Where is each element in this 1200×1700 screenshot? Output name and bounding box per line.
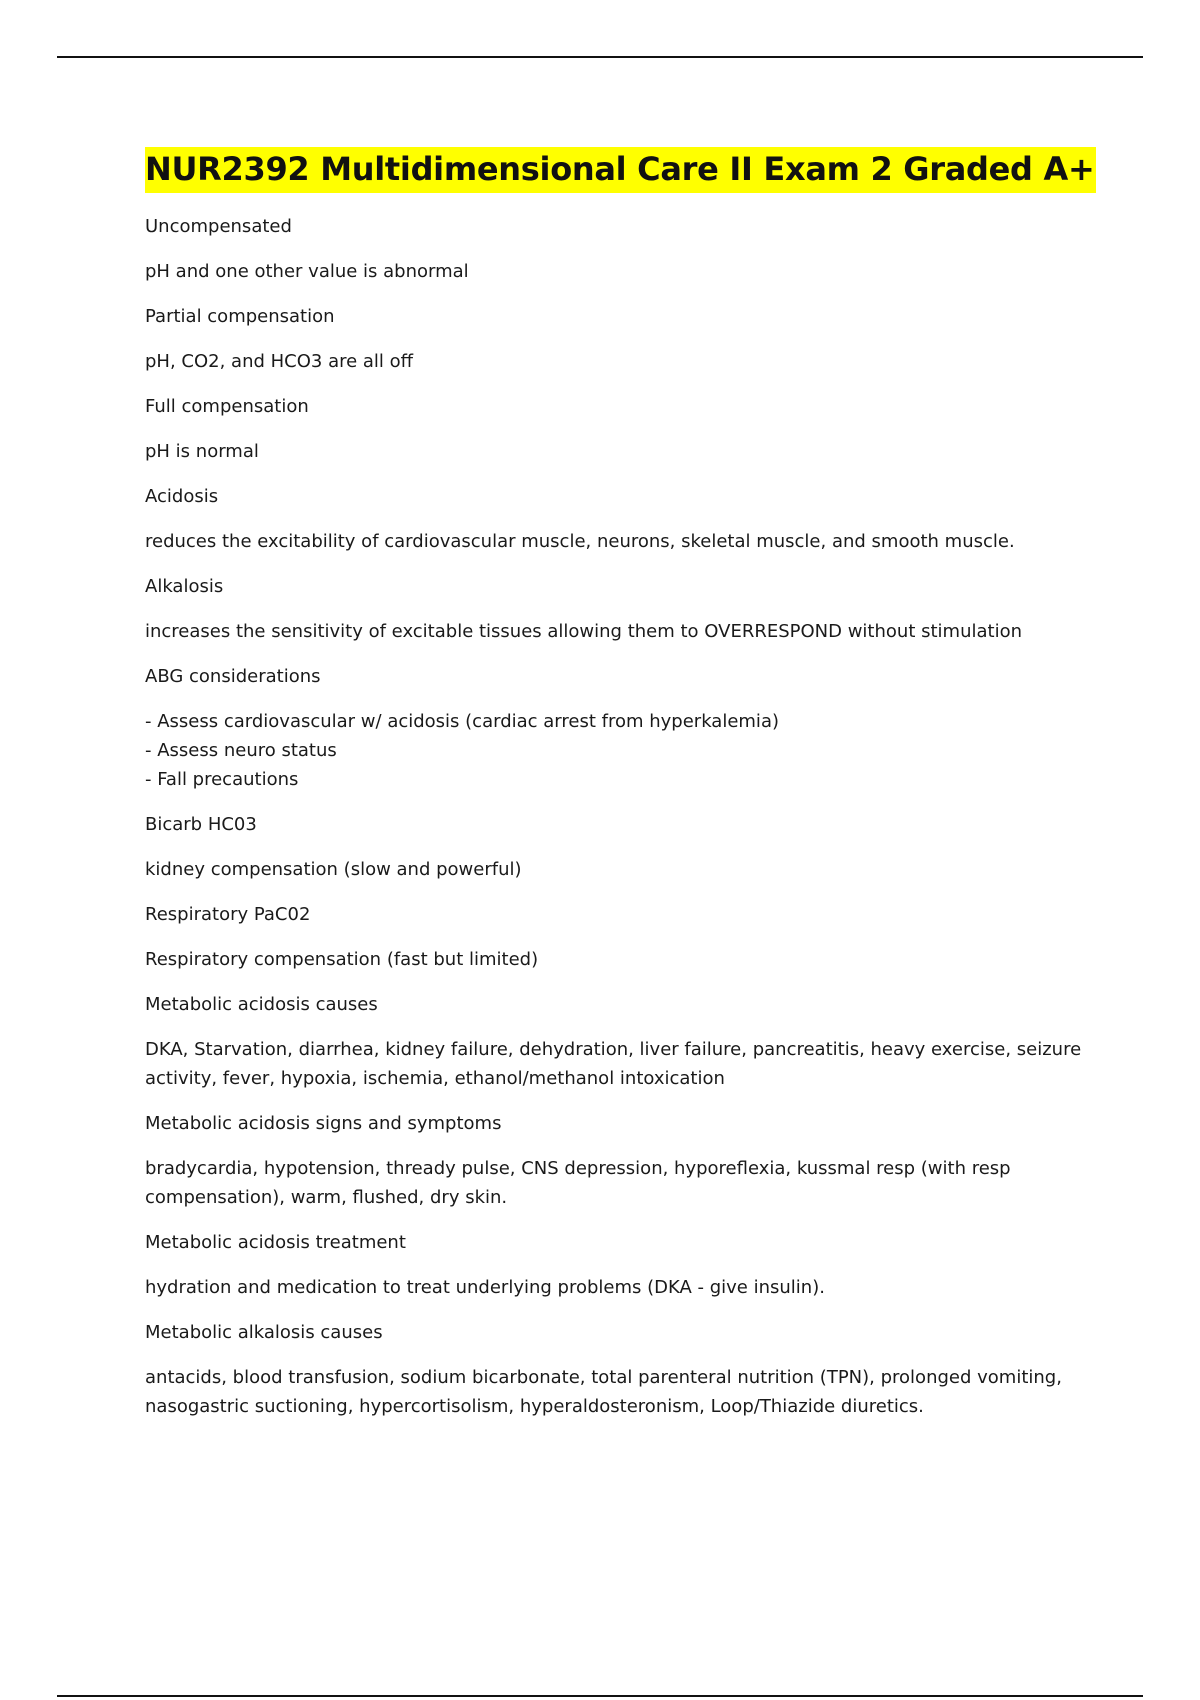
definition-abg-considerations: - Assess cardiovascular w/ acidosis (cardiac arrest from hyperkalemia) - Assess neuro status - Fall precautions bbox=[145, 711, 779, 790]
definition-metabolic-acidosis-causes: DKA, Starvation, diarrhea, kidney failure, dehydration, liver failure, pancreatitis, heavy exercise, seizure activity, fever, hypoxia, ischemia, ethanol/methanol intoxication bbox=[145, 1039, 1082, 1089]
definition-metabolic-alkalosis-causes: antacids, blood transfusion, sodium bicarbonate, total parenteral nutrition (TPN), prolonged vomiting, nasogastric suctioning, hypercortisolism, hyperaldosteronism, Loop/Thiazide diuretics. bbox=[145, 1367, 1062, 1417]
term-acidosis: Acidosis bbox=[145, 486, 219, 507]
term-metabolic-alkalosis-causes: Metabolic alkalosis causes bbox=[145, 1322, 383, 1343]
term-metabolic-acidosis-treatment: Metabolic acidosis treatment bbox=[145, 1232, 406, 1253]
document-title: NUR2392 Multidimensional Care II Exam 2 Graded A+ bbox=[145, 147, 1096, 193]
bottom-divider bbox=[57, 1695, 1143, 1697]
definition-metabolic-acidosis-treatment: hydration and medication to treat underlying problems (DKA - give insulin). bbox=[145, 1277, 825, 1298]
term-full-compensation: Full compensation bbox=[145, 396, 309, 417]
definition-respiratory-pac02: Respiratory compensation (fast but limited) bbox=[145, 949, 539, 970]
definition-metabolic-acidosis-symptoms: bradycardia, hypotension, thready pulse, CNS depression, hyporeflexia, kussmal resp (with resp compensation), warm, flushed, dry skin. bbox=[145, 1158, 1011, 1208]
term-alkalosis: Alkalosis bbox=[145, 576, 224, 597]
term-metabolic-acidosis-symptoms: Metabolic acidosis signs and symptoms bbox=[145, 1113, 502, 1134]
term-respiratory-pac02: Respiratory PaC02 bbox=[145, 904, 311, 925]
definition-partial-compensation: pH, CO2, and HCO3 are all off bbox=[145, 351, 414, 372]
document-body bbox=[145, 147, 1095, 1437]
definition-uncompensated: pH and one other value is abnormal bbox=[145, 261, 469, 282]
top-divider bbox=[57, 56, 1143, 58]
definition-alkalosis: increases the sensitivity of excitable tissues allowing them to OVERRESPOND without stimulation bbox=[145, 621, 1022, 642]
definition-bicarb-hc03: kidney compensation (slow and powerful) bbox=[145, 859, 522, 880]
definition-full-compensation: pH is normal bbox=[145, 441, 259, 462]
term-metabolic-acidosis-causes: Metabolic acidosis causes bbox=[145, 994, 378, 1015]
term-bicarb-hc03: Bicarb HC03 bbox=[145, 814, 257, 835]
term-abg-considerations: ABG considerations bbox=[145, 666, 321, 687]
definition-acidosis: reduces the excitability of cardiovascular muscle, neurons, skeletal muscle, and smooth muscle. bbox=[145, 531, 1015, 552]
term-uncompensated: Uncompensated bbox=[145, 216, 292, 237]
term-partial-compensation: Partial compensation bbox=[145, 306, 335, 327]
entry-list bbox=[145, 212, 1085, 1421]
